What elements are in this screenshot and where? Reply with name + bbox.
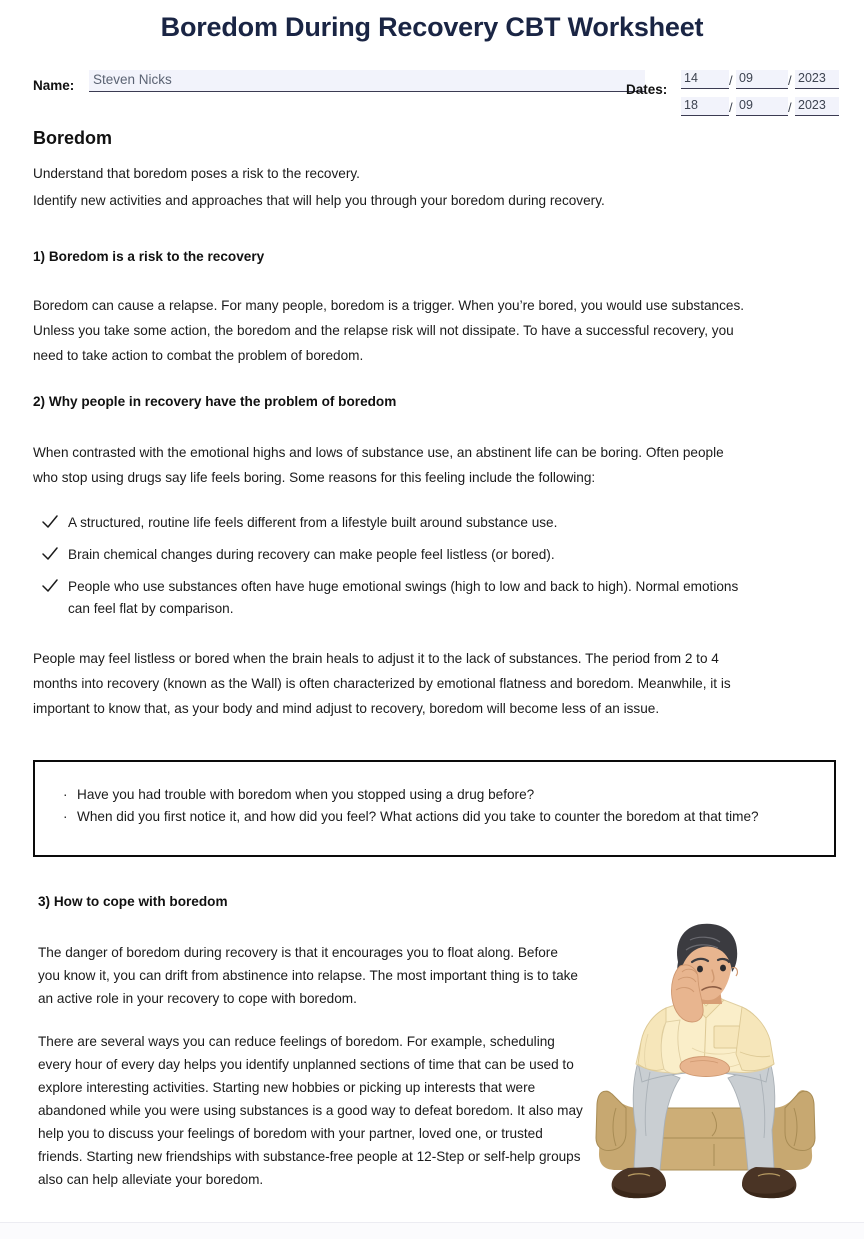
reflection-question-box <box>33 760 836 857</box>
section-3-paragraph-2: There are several ways you can reduce feelings of boredom. For example, scheduling every hour of every day helps you identify unplanned sections of time that can be used to explore interesting activities. Starting new hobbies or picking up interests that were abandoned while you were using substances is a good way to defeat boredom. It also may help you to discuss your feelings of boredom with your partner, loved one, or trusted friends. Starting new friendships with substance-free people at 12-Step or self-help groups also can help alleviate your boredom. <box>38 1034 583 1187</box>
date-1-separator-2: / <box>788 73 792 88</box>
date-row-1 <box>681 70 839 97</box>
date-1-year-value: 2023 <box>798 71 826 85</box>
section-heading-boredom: Boredom <box>33 128 113 148</box>
list-item <box>41 544 741 566</box>
reflection-question-list <box>63 784 763 828</box>
list-item <box>63 784 763 805</box>
intro-line-2: Identify new activities and approaches that will help you through your boredom during recovery. <box>33 193 605 208</box>
section-3-heading: 3) How to cope with boredom <box>38 894 228 909</box>
list-item-label: Have you had trouble with boredom when you stopped using a drug before? <box>77 787 535 802</box>
section-3-paragraph-1: The danger of boredom during recovery is that it encourages you to float along. Before you know it, you can drift from abstinence into relapse. The most important thing is to take an active role in your recovery to cope with boredom. <box>38 945 578 1006</box>
date-1-day-input[interactable] <box>681 70 729 89</box>
name-value: Steven Nicks <box>93 72 172 87</box>
section-2-checklist <box>41 512 741 630</box>
list-item <box>41 512 741 534</box>
list-item-label: Brain chemical changes during recovery can make people feel listless (or bored). <box>68 547 555 562</box>
date-1-day-value: 14 <box>684 71 698 85</box>
bullet-icon: · <box>63 809 68 824</box>
section-2-tail-paragraph: People may feel listless or bored when the brain heals to adjust it to the lack of substances. The period from 2 to 4 months into recovery (known as the Wall) is often characterized by emotional flatness and boredom. Meanwhile, it is important to know that, as your body and mind adjust to recovery, boredom will become less of an issue. <box>33 651 731 716</box>
date-row-2 <box>681 97 839 124</box>
dates-group <box>681 70 841 124</box>
section-2-body: When contrasted with the emotional highs and lows of substance use, an abstinent life can be boring. Often people who stop using drugs say life feels boring. Some reasons for this feeling include the following: <box>33 445 724 485</box>
date-2-month-value: 09 <box>739 98 753 112</box>
date-1-year-input[interactable] <box>795 70 839 89</box>
section-1-body: Boredom can cause a relapse. For many people, boredom is a trigger. When you’re bored, you would use substances. Unless you take some action, the boredom and the relapse risk will not dissipate. To have a successful recovery, you need to take action to combat the problem of boredom. <box>33 298 745 363</box>
date-2-year-input[interactable] <box>795 97 839 116</box>
check-icon <box>41 545 59 563</box>
armchair-shape <box>596 1090 815 1170</box>
date-2-year-value: 2023 <box>798 98 826 112</box>
list-item-label: A structured, routine life feels different from a lifestyle built around substance use. <box>68 515 558 530</box>
check-icon <box>41 577 59 595</box>
list-item <box>41 576 741 620</box>
name-input[interactable] <box>89 70 645 92</box>
section-1-heading: 1) Boredom is a risk to the recovery <box>33 249 265 264</box>
intro-line-1: Understand that boredom poses a risk to the recovery. <box>33 166 360 181</box>
date-1-separator-1: / <box>729 73 733 88</box>
dates-label: Dates: <box>626 82 668 97</box>
name-label: Name: <box>33 78 75 93</box>
page-bottom-edge <box>0 1222 864 1239</box>
date-2-day-input[interactable] <box>681 97 729 116</box>
list-item <box>63 806 763 827</box>
section-2-heading: 2) Why people in recovery have the problem of boredom <box>33 394 397 409</box>
date-1-month-value: 09 <box>739 71 753 85</box>
bored-man-sitting-on-armchair-illustration <box>594 922 818 1207</box>
check-icon <box>41 513 59 531</box>
list-item-label: People who use substances often have huge emotional swings (high to low and back to high). Normal emotions can feel flat by comparison. <box>68 579 739 616</box>
bullet-icon: · <box>63 787 68 802</box>
form-header <box>33 70 839 124</box>
date-2-separator-2: / <box>788 100 792 115</box>
date-2-day-value: 18 <box>684 98 698 112</box>
intro-block <box>33 165 793 219</box>
date-2-month-input[interactable] <box>736 97 788 116</box>
list-item-label: When did you first notice it, and how did you feel? What actions did you take to counter the boredom at that time? <box>77 809 759 824</box>
date-2-separator-1: / <box>729 100 733 115</box>
shoes-shape <box>612 1167 797 1198</box>
date-1-month-input[interactable] <box>736 70 788 89</box>
page-title: Boredom During Recovery CBT Worksheet <box>160 12 704 42</box>
